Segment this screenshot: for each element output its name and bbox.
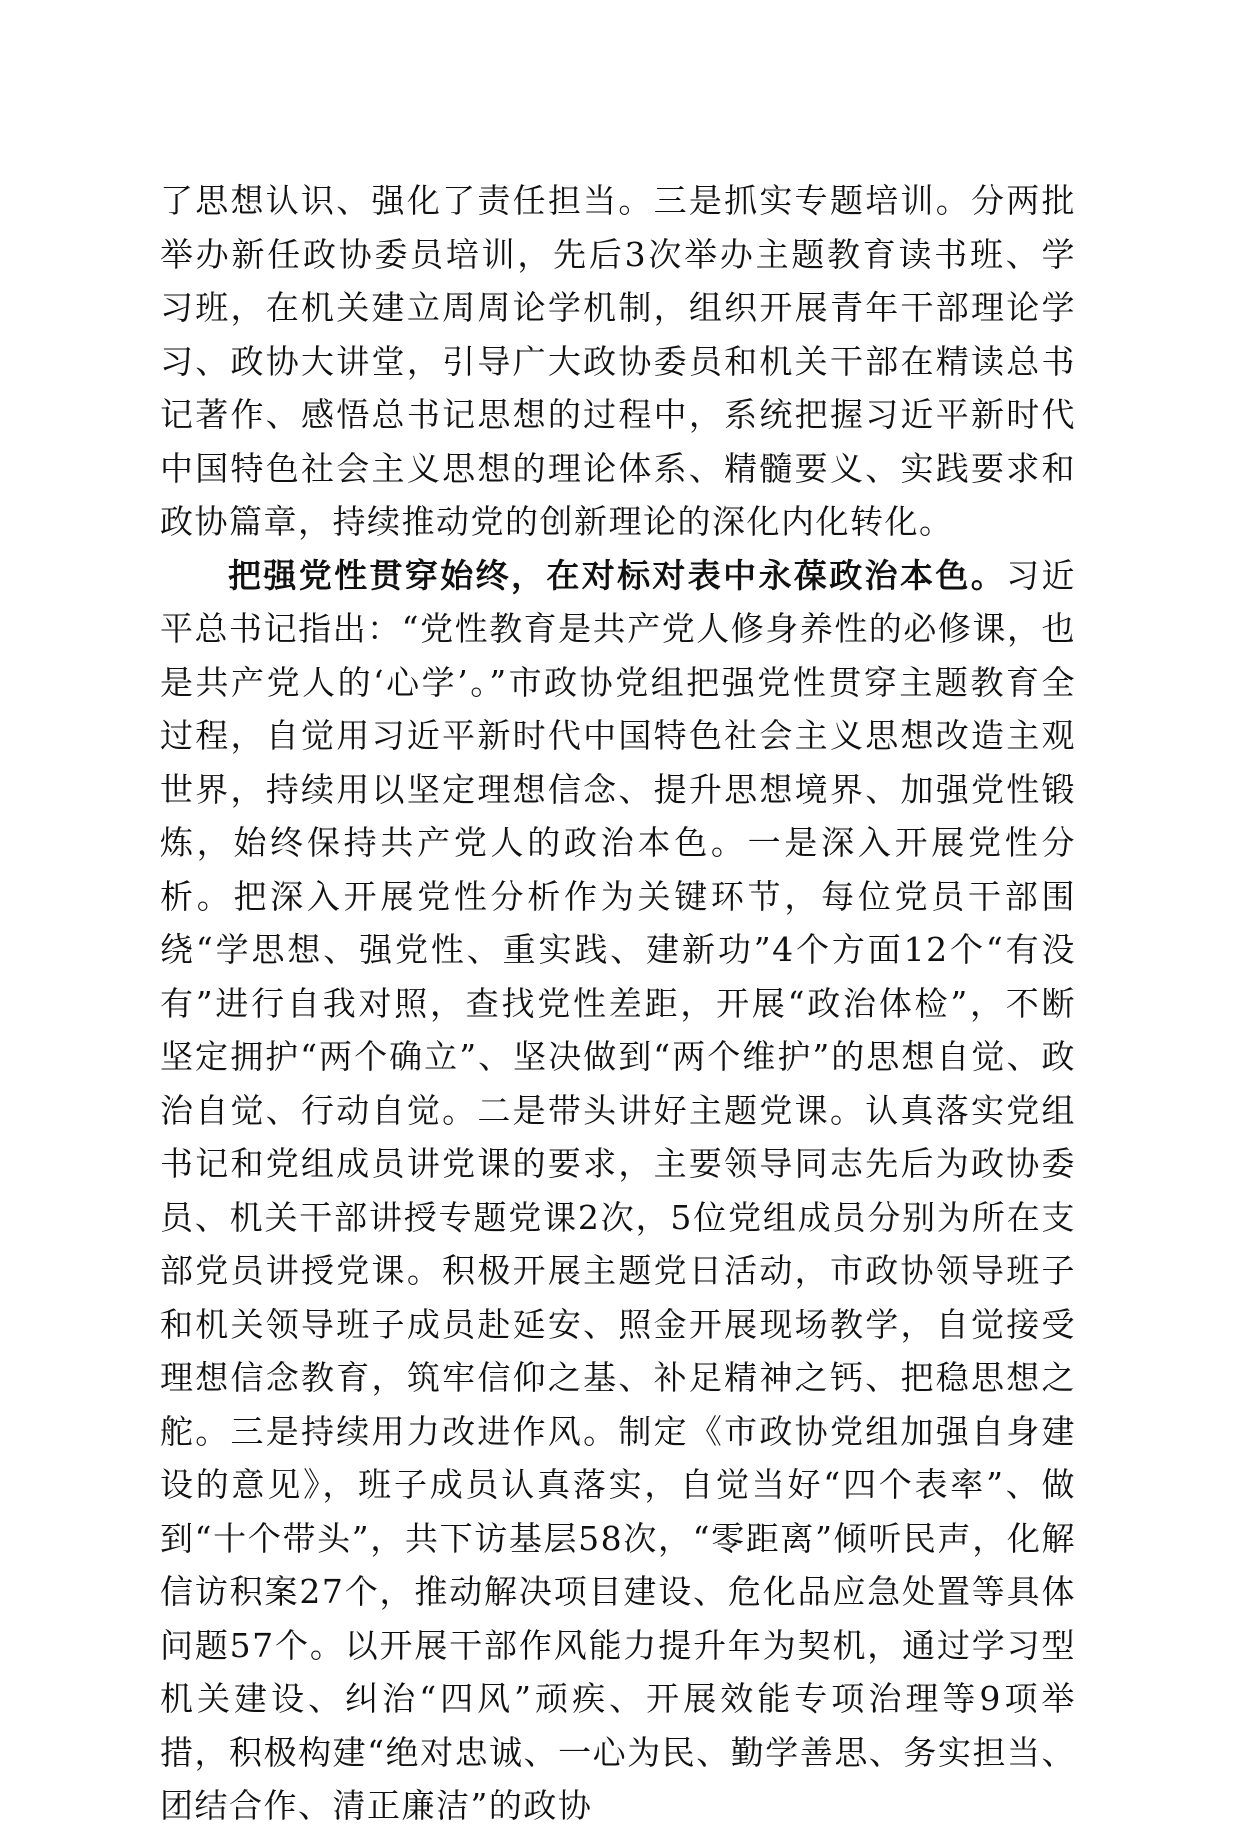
paragraph-2-body: 习近平总书记指出：“党性教育是共产党人修身养性的必修课，也是共产党人的‘心学’。”市政协党组把强党性贯穿主题教育全过程，自觉用习近平新时代中国特色社会主义思想改造主观世界，持续用以坚定理想信念、提升思想境界、加强党性锻炼，始终保持共产党人的政治本色。一是深入开展党性分析。把深入开展党性分析作为关键环节，每位党员干部围绕“学思想、强党性、重实践、建新功”4个方面12个“有没有”进行自我对照，查找党性差距，开展“政治体检”，不断坚定拥护“两个确立”、坚决做到“两个维护”的思想自觉、政治自觉、行动自觉。二是带头讲好主题党课。认真落实党组书记和党组成员讲党课的要求，主要领导同志先后为政协委员、机关干部讲授专题党课2次，5位党组成员分别为所在支部党员讲授党课。积极开展主题党日活动，市政协领导班子和机关领导班子成员赴延安、照金开展现场教学，自觉接受理想信念教育，筑牢信仰之基、补足精神之钙、把稳思想之舵。三是持续用力改进作风。制定《市政协党组加强自身建设的意见》，班子成员认真落实，自觉当好“四个表率”、做到“十个带头”，共下访基层58次，“零距离”倾听民声，化解信访积案27个，推动解决项目建设、危化品应急处置等具体问题57个。以开展干部作风能力提升年为契机，通过学习型机关建设、纠治“四风”顽疾、开展效能专项治理等9项举措，积极构建“绝对忠诚、一心为民、勤学善思、务实担当、团结合作、清正廉洁”的政协 bbox=[160, 555, 1077, 1825]
paragraph-2-heading: 把强党性贯穿始终，在对标对表中永葆政治本色。 bbox=[228, 555, 1007, 595]
paragraph-1: 了思想认识、强化了责任担当。三是抓实专题培训。分两批举办新任政协委员培训，先后3次举办主题教育读书班、学习班，在机关建立周周论学机制，组织开展青年干部理论学习、政协大讲堂，引导广大政协委员和机关干部在精读总书记著作、感悟总书记思想的过程中，系统把握习近平新时代中国特色社会主义思想的理论体系、精髓要义、实践要求和政协篇章，持续推动党的创新理论的深化内化转化。 bbox=[160, 181, 1076, 541]
paragraph-2 bbox=[160, 549, 1076, 1833]
document-page bbox=[160, 174, 1076, 1833]
